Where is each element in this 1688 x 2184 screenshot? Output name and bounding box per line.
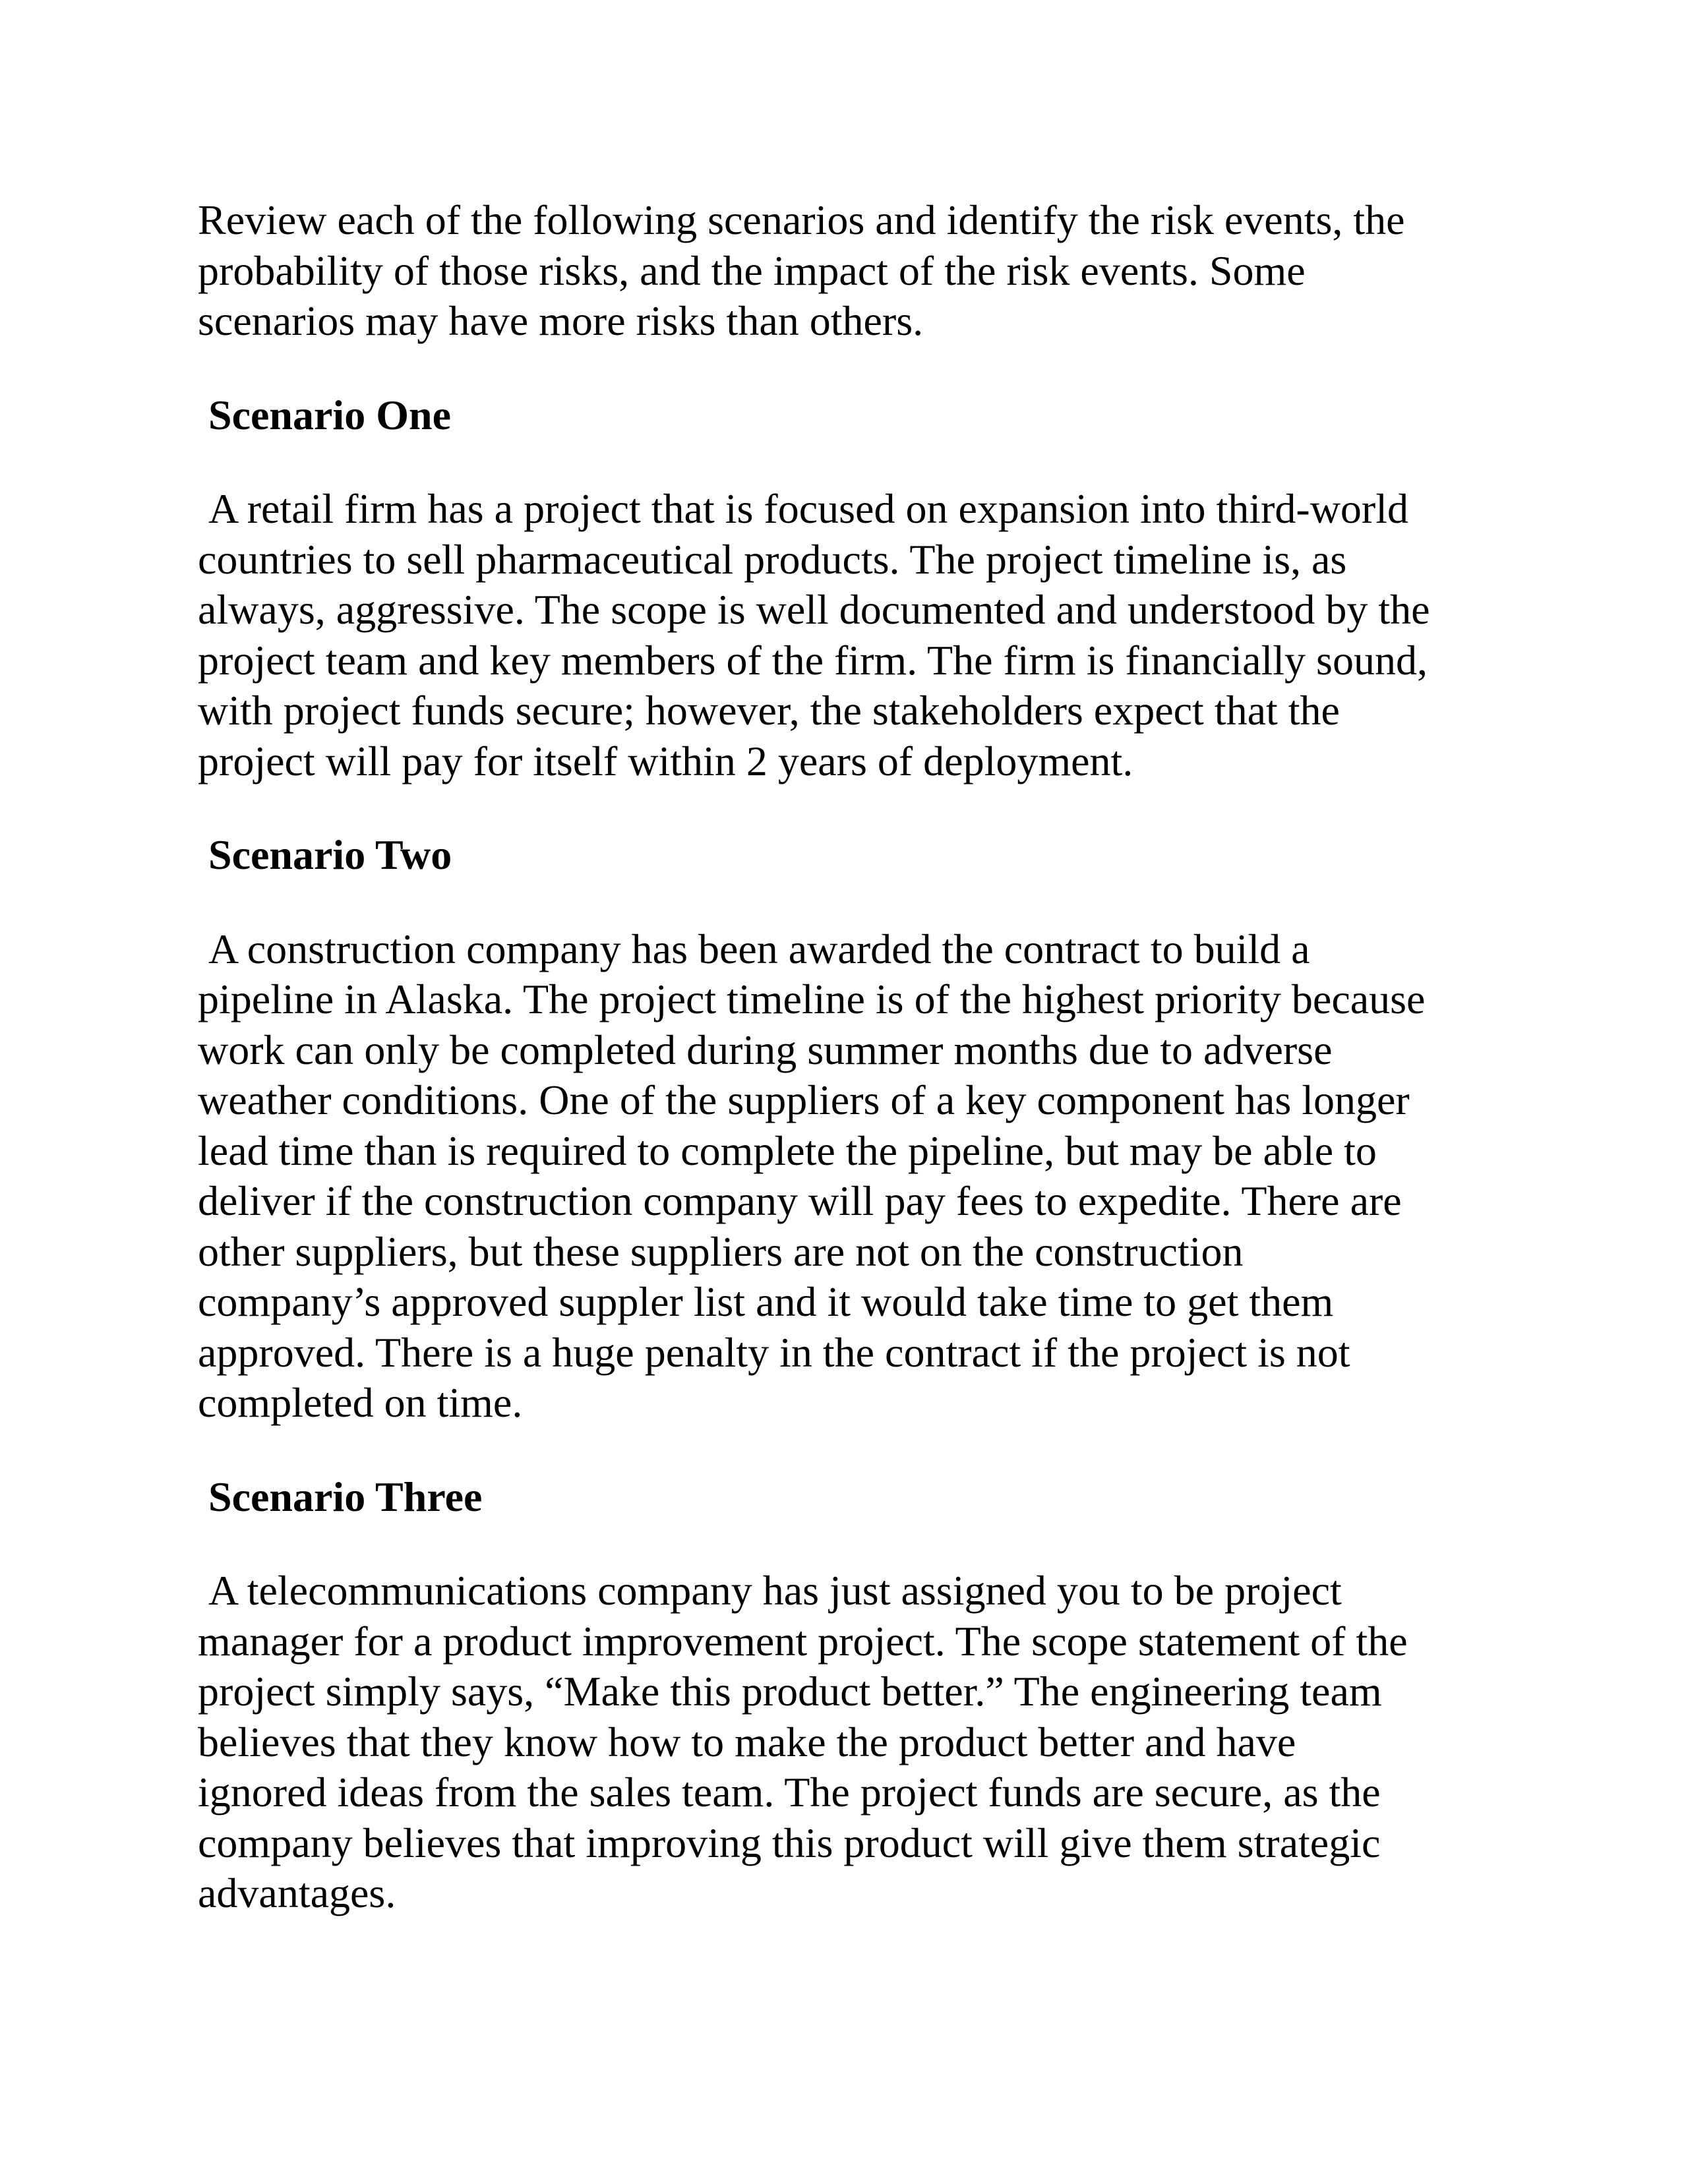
document-body xyxy=(198,195,1503,1919)
spacer xyxy=(198,786,1503,830)
intro-line: scenarios may have more risks than others. xyxy=(198,297,924,344)
paragraph-line: completed on time. xyxy=(198,1379,523,1426)
paragraph-line: countries to sell pharmaceutical products. The project timeline is, as xyxy=(198,535,1347,583)
spacer xyxy=(198,1429,1503,1472)
paragraph-line: company’s approved suppler list and it would take time to get them xyxy=(198,1278,1334,1325)
scenario-one-heading: Scenario One xyxy=(198,391,451,438)
paragraph-line: approved. There is a huge penalty in the contract if the project is not xyxy=(198,1328,1350,1376)
paragraph-line: always, aggressive. The scope is well documented and understood by the xyxy=(198,586,1430,633)
paragraph-line: project simply says, “Make this product better.” The engineering team xyxy=(198,1668,1382,1715)
paragraph-line: manager for a product improvement project. The scope statement of the xyxy=(198,1617,1408,1665)
intro-line: probability of those risks, and the impact of the risk events. Some xyxy=(198,247,1306,294)
scenario-three-paragraph xyxy=(198,1566,1503,1919)
spacer xyxy=(198,881,1503,924)
paragraph-line: with project funds secure; however, the stakeholders expect that the xyxy=(198,687,1340,734)
paragraph-line: advantages. xyxy=(198,1870,396,1916)
paragraph-line: A retail firm has a project that is focused on expansion into third-world xyxy=(198,485,1408,532)
paragraph-line: company believes that improving this product will give them strategic xyxy=(198,1819,1381,1866)
spacer xyxy=(198,440,1503,484)
paragraph-line: ignored ideas from the sales team. The project funds are secure, as the xyxy=(198,1769,1381,1815)
paragraph-line: A construction company has been awarded the contract to build a xyxy=(198,925,1310,972)
paragraph-line: pipeline in Alaska. The project timeline is of the highest priority because xyxy=(198,976,1426,1022)
paragraph-line: project will pay for itself within 2 years of deployment. xyxy=(198,737,1133,784)
intro-paragraph xyxy=(198,195,1503,347)
paragraph-line: lead time than is required to complete the pipeline, but may be able to xyxy=(198,1127,1377,1174)
spacer xyxy=(198,347,1503,390)
paragraph-line: believes that they know how to make the product better and have xyxy=(198,1718,1296,1765)
scenario-two-heading: Scenario Two xyxy=(198,831,452,878)
scenario-one-paragraph xyxy=(198,484,1503,786)
scenario-three-heading: Scenario Three xyxy=(198,1473,483,1520)
paragraph-line: deliver if the construction company will pay fees to expedite. There are xyxy=(198,1177,1402,1224)
intro-line: Review each of the following scenarios and identify the risk events, the xyxy=(198,196,1405,243)
paragraph-line: weather conditions. One of the suppliers of a key component has longer xyxy=(198,1077,1410,1123)
paragraph-line: other suppliers, but these suppliers are not on the construction xyxy=(198,1227,1244,1275)
paragraph-line: A telecommunications company has just assigned you to be project xyxy=(198,1567,1342,1614)
paragraph-line: project team and key members of the firm. The firm is financially sound, xyxy=(198,636,1428,684)
spacer xyxy=(198,1522,1503,1566)
scenario-two-paragraph xyxy=(198,924,1503,1429)
paragraph-line: work can only be completed during summer months due to adverse xyxy=(198,1026,1333,1073)
